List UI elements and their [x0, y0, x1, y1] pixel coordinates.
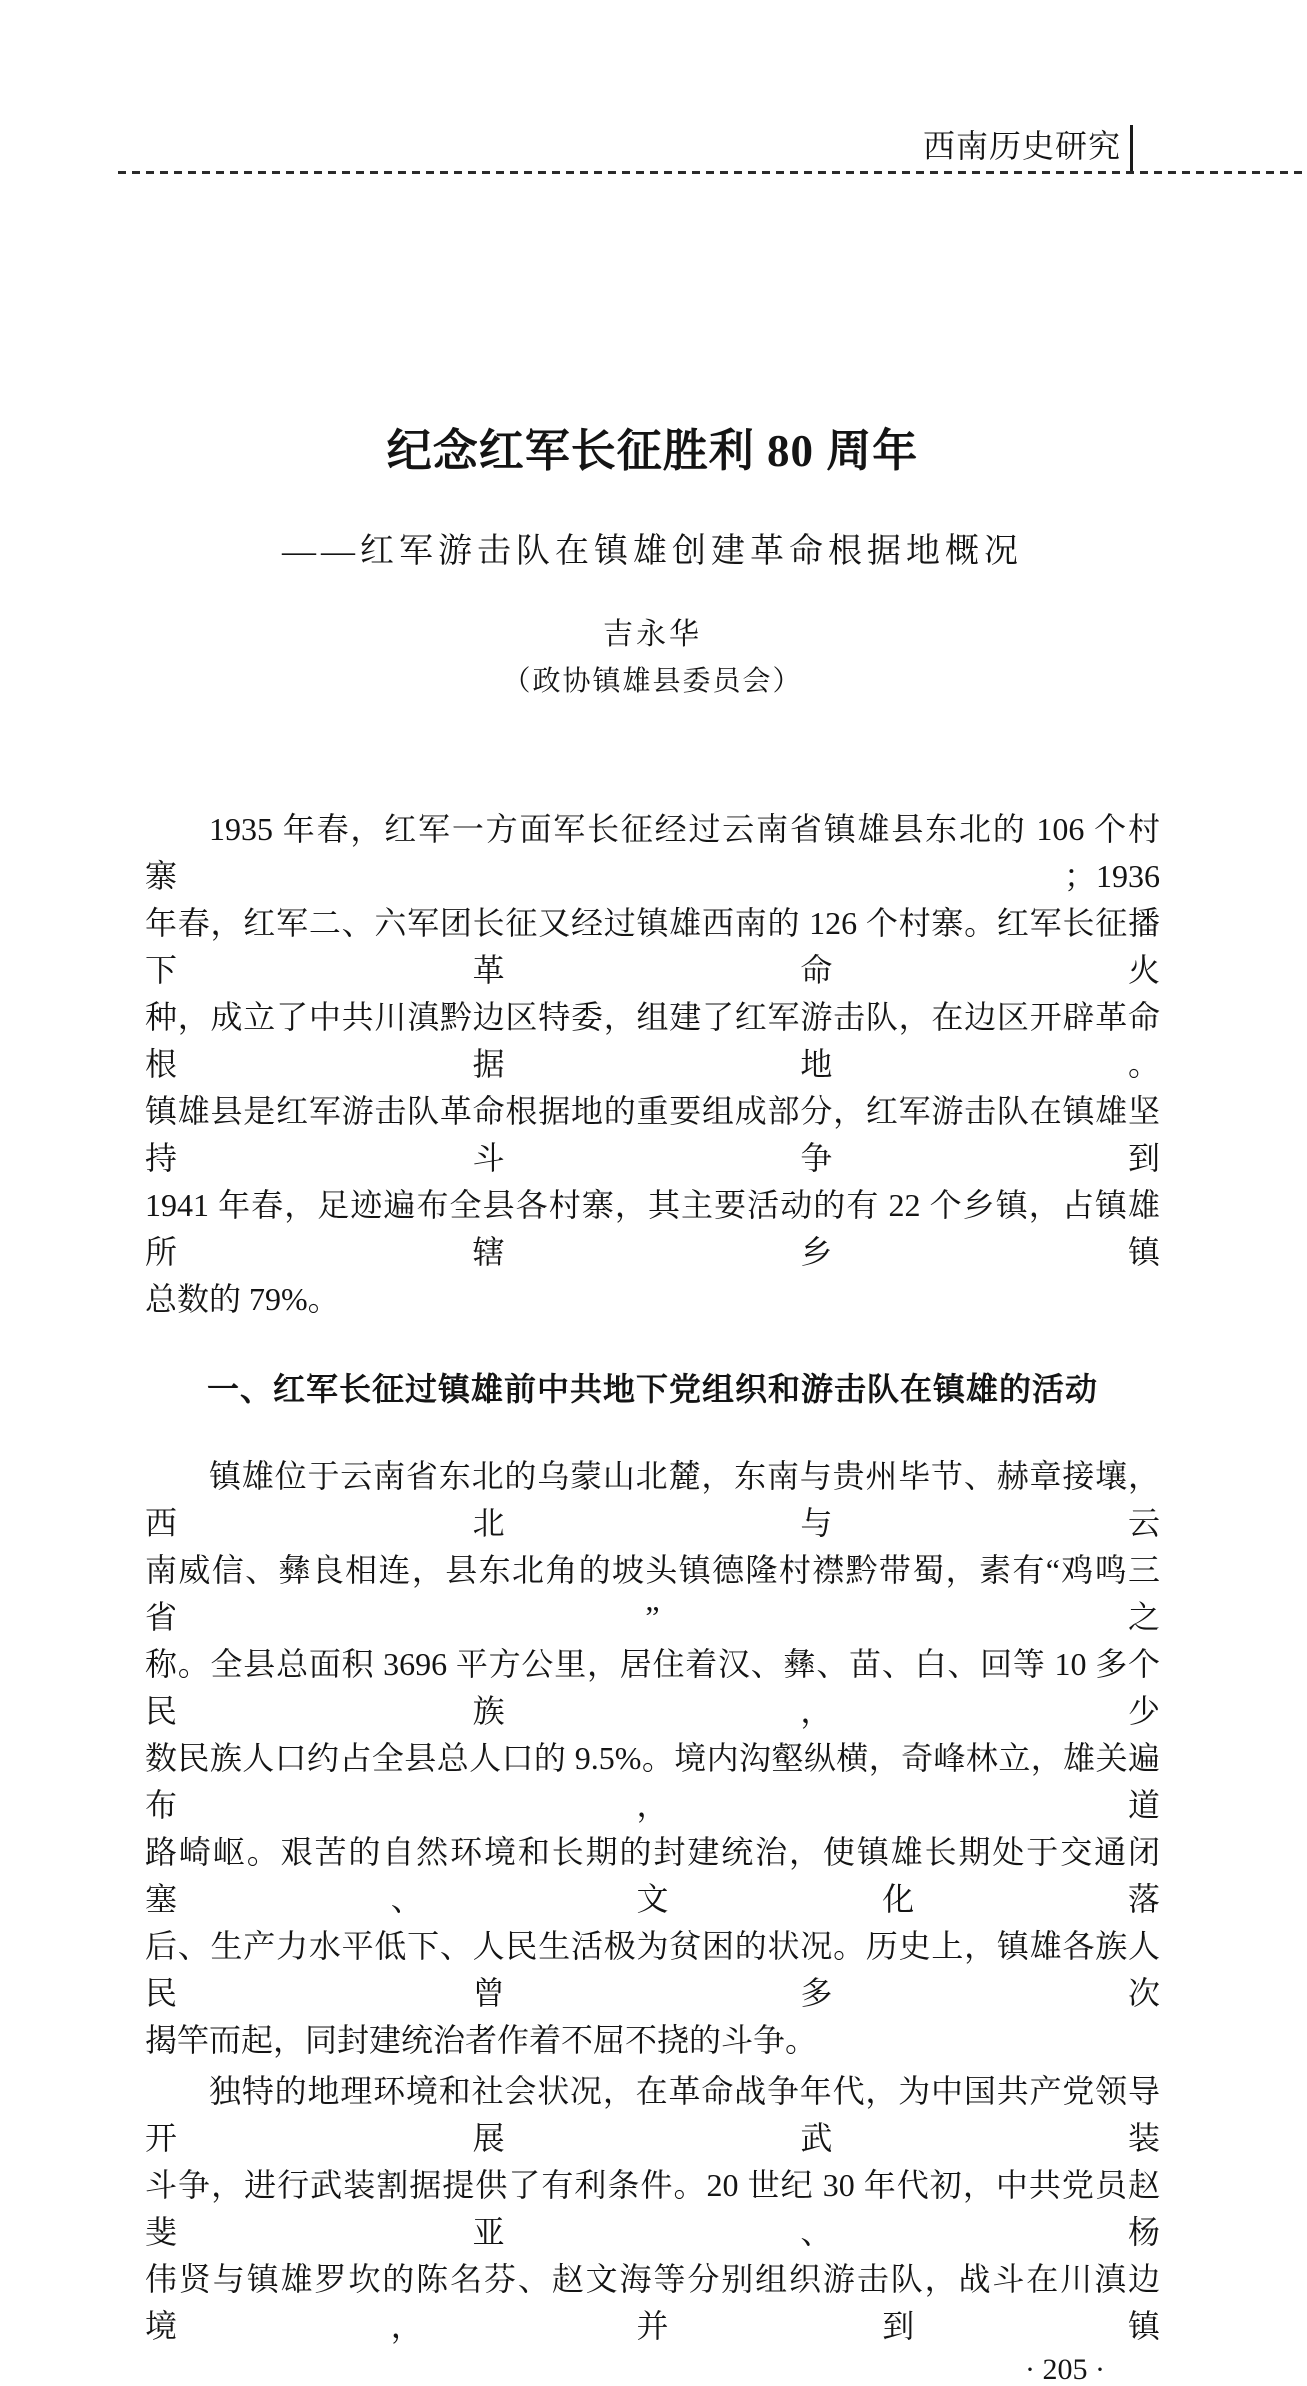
text-line: 1941 年春，足迹遍布全县各村寨，其主要活动的有 22 个乡镇，占镇雄所辖乡镇 [145, 1187, 1160, 1270]
text-line: 伟贤与镇雄罗坎的陈名芬、赵文海等分别组织游击队，战斗在川滇边境，并到镇 [145, 2261, 1160, 2344]
section-heading-1: 一、红军长征过镇雄前中共地下党组织和游击队在镇雄的活动 [206, 1371, 1098, 1407]
text-line: 总数的 79%。 [145, 1281, 340, 1317]
text-line: 镇雄位于云南省东北的乌蒙山北麓，东南与贵州毕节、赫章接壤，西北与云 [145, 1458, 1160, 1541]
document-page [0, 125, 1307, 2386]
article-title: 纪念红军长征胜利 80 周年 [386, 426, 919, 476]
paragraph-1 [145, 806, 1160, 1323]
paragraph-3 [145, 2068, 1160, 2350]
article-affiliation: （政协镇雄县委员会） [502, 666, 803, 697]
text-line: 路崎岖。艰苦的自然环境和长期的封建统治，使镇雄长期处于交通闭塞、文化落 [145, 1834, 1160, 1917]
article-content [145, 422, 1160, 2386]
article-subtitle: ——红军游击队在镇雄创建革命根据地概况 [282, 533, 1023, 570]
header-divider-bar [1130, 125, 1133, 171]
article-author: 吉永华 [603, 618, 702, 651]
text-line: 种，成立了中共川滇黔边区特委，组建了红军游击队，在边区开辟革命根据地。 [145, 999, 1160, 1082]
header-dashed-rule [118, 171, 1307, 174]
running-head-row [0, 125, 1307, 171]
text-line: 独特的地理环境和社会状况，在革命战争年代，为中国共产党领导开展武装 [145, 2073, 1160, 2156]
text-line: 揭竿而起，同封建统治者作着不屈不挠的斗争。 [145, 2022, 818, 2058]
text-line: 数民族人口约占全县总人口的 9.5%。境内沟壑纵横，奇峰林立，雄关遍布，道 [145, 1740, 1160, 1823]
text-line: 后、生产力水平低下、人民生活极为贫困的状况。历史上，镇雄各族人民曾多次 [145, 1928, 1160, 2011]
text-line: 1935 年春，红军一方面军长征经过云南省镇雄县东北的 106 个村寨；1936 [145, 811, 1160, 894]
text-line: 称。全县总面积 3696 平方公里，居住着汉、彝、苗、白、回等 10 多个民族，少 [145, 1646, 1160, 1729]
text-line: 年春，红军二、六军团长征又经过镇雄西南的 126 个村寨。红军长征播下革命火 [145, 905, 1160, 988]
journal-title: 西南历史研究 [922, 128, 1121, 164]
paragraph-2 [145, 1453, 1160, 2064]
text-line: 南威信、彝良相连，县东北角的坡头镇德隆村襟黔带蜀，素有“鸡鸣三省”之 [145, 1552, 1160, 1635]
page-number: · 205 · [1025, 2353, 1105, 2386]
text-line: 镇雄县是红军游击队革命根据地的重要组成部分，红军游击队在镇雄坚持斗争到 [145, 1093, 1160, 1176]
text-line: 斗争，进行武装割据提供了有利条件。20 世纪 30 年代初，中共党员赵斐亚、杨 [145, 2167, 1160, 2250]
page-header [0, 125, 1307, 174]
